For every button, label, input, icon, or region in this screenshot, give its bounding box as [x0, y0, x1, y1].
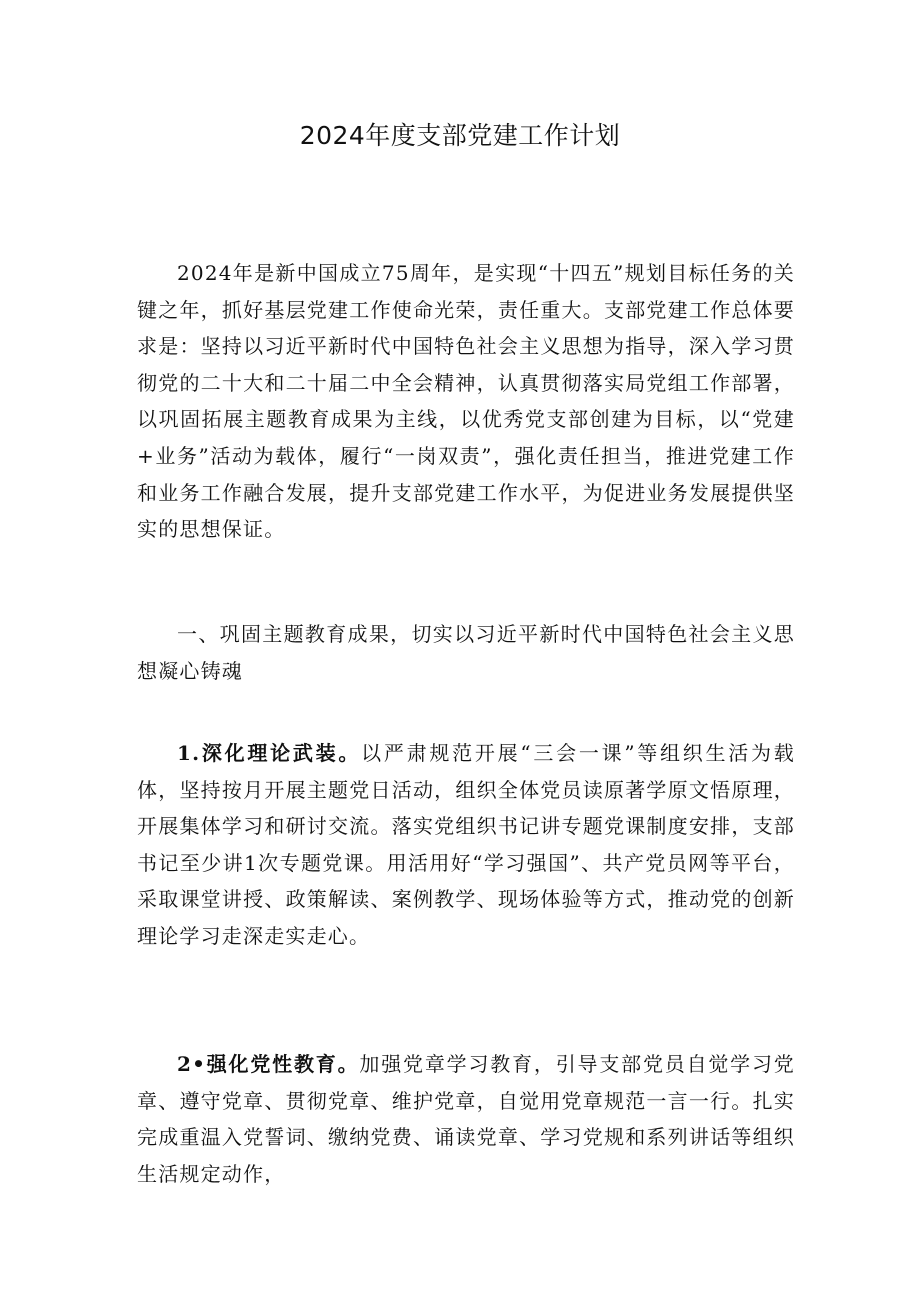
document-title: 2024年度支部党建工作计划: [299, 121, 621, 150]
item-1-lead: 深化理论武装。: [200, 741, 362, 765]
intro-paragraph: 2024年是新中国成立75周年，是实现“十四五”规划目标任务的关键之年，抓好基层党建工作使命光荣，责任重大。支部党建工作总体要求是：坚持以习近平新时代中国特色社会主义思想为指导，深入学习贯彻党的二十大和二十届二中全会精神，认真贯彻落实局党组工作部署，以巩固拓展主题教育成果为主线，以优秀党支部创建为目标，以“党建+业务”活动为载体，履行“一岗双责”，强化责任担当，推进党建工作和业务工作融合发展，提升支部党建工作水平，为促进业务发展提供坚实的思想保证。: [137, 261, 795, 542]
item-2-body: 加强党章学习教育，引导支部党员自觉学习党章、遵守党章、贯彻党章、维护党章，自觉用党章规范一言一行。扎实完成重温入党誓词、缴纳党费、诵读党章、学习党规和系列讲话等组织生活规定动作，: [137, 1052, 796, 1186]
item-2-number: 2•: [177, 1052, 207, 1076]
item-2-paragraph: [137, 1046, 795, 1192]
item-1-number: 1.: [177, 741, 201, 765]
item-1-body: 以严肃规范开展“三会一课”等组织生活为载体，坚持按月开展主题党日活动，组织全体党员读原著学原文悟原理，开展集体学习和研讨交流。落实党组织书记讲专题党课制度安排，支部书记至少讲1次专题党课。用活用好“学习强国”、共产党员网等平台，采取课堂讲授、政策解读、案例教学、现场体验等方式，推动党的创新理论学习走深走实走心。: [137, 741, 795, 948]
item-2-lead: 强化党性教育。: [206, 1052, 360, 1076]
section-1-heading: 一、巩固主题教育成果，切实以习近平新时代中国特色社会主义思想凝心铸魂: [137, 622, 795, 683]
item-1-paragraph: [137, 735, 795, 955]
